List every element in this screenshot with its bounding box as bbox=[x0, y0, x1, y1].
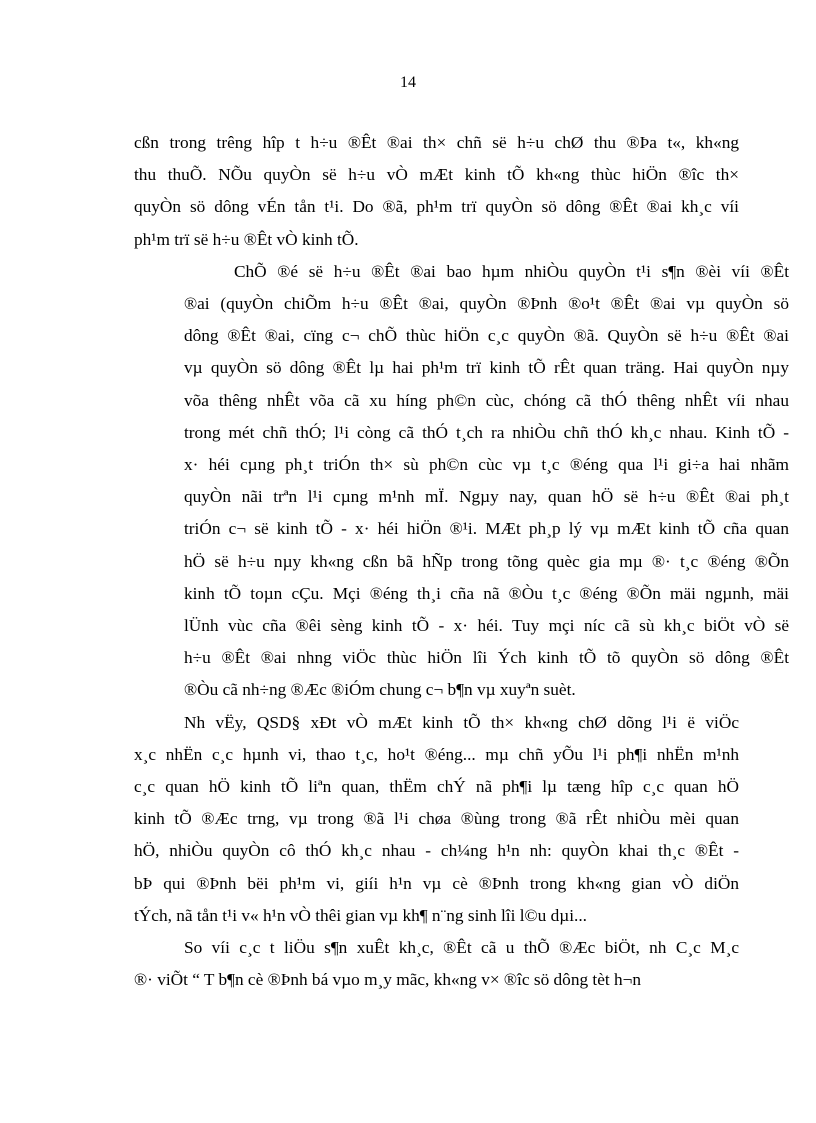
text-line: quyÒn sö dông vÉn tån t¹i. Do ®ã, ph¹m trï quyÒn sö dông ®Êt ®ai kh¸c víi bbox=[134, 197, 739, 217]
text-line: ®· viÕt “ T b¶n cè ®Þnh bá vµo m¸y mãc, kh«ng v× ®îc sö dông tèt h¬n bbox=[134, 970, 642, 990]
text-line: x¸c nhËn c¸c hµnh vi, thao t¸c, ho¹t ®éng... mµ chñ yÕu l¹i ph¶i nhËn m¹nh bbox=[134, 744, 739, 764]
text-line: kinh tÕ ®Æc trng, vµ trong ®ã l¹i chøa ®ùng trong ®ã rÊt nhiÒu mèi quan bbox=[134, 809, 739, 829]
text-line: So víi c¸c t liÖu s¶n xuÊt kh¸c, ®Êt cã u thÕ ®Æc biÖt, nh C¸c M¸c bbox=[184, 938, 739, 958]
text-line: thu thuÕ. NÕu quyÒn së h÷u vÒ mÆt kinh tÕ kh«ng thùc hiÖn ®îc th× bbox=[134, 165, 739, 185]
text-line: tÝch, nã tån t¹i v« h¹n vÒ thêi gian vµ kh¶ n¨ng sinh lîi l©u dµi... bbox=[134, 905, 587, 925]
text-line: lÜnh vùc cña ®êi sèng kinh tÕ - x· héi. Tuy mçi níc cã sù kh¸c biÖt vÒ së bbox=[184, 616, 789, 636]
text-line: dông ®Êt ®ai, cïng c¬ chÕ thùc hiÖn c¸c quyÒn ®ã. QuyÒn së h÷u ®Êt ®ai bbox=[184, 326, 789, 346]
paragraph-4 bbox=[134, 932, 739, 996]
text-line: bÞ qui ®Þnh bëi ph¹m vi, giíi h¹n vµ cè ®Þnh trong kh«ng gian vÒ diÖn bbox=[134, 873, 739, 893]
text-line: trong mét chñ thÓ; l¹i còng cã thÓ t¸ch ra nhiÒu chñ thÓ kh¸c nhau. Kinh tÕ - bbox=[184, 422, 789, 442]
text-line: võa thêng nhÊt võa cã xu híng ph©n cùc, chóng cã thÓ thêng nhÊt víi nhau bbox=[184, 390, 789, 410]
text-line: quyÒn nãi trªn l¹i cµng m¹nh mÏ. Ngµy nay, quan hÖ së h÷u ®Êt ®ai ph¸t bbox=[184, 487, 789, 507]
text-line: ®Òu cã nh÷ng ®Æc ®iÓm chung c¬ b¶n vµ xuyªn suèt. bbox=[184, 680, 576, 700]
paragraph-3 bbox=[134, 707, 739, 932]
page-number: 14 bbox=[400, 74, 416, 91]
text-line: ChÕ ®é së h÷u ®Êt ®ai bao hµm nhiÒu quyÒn t¹i s¶n ®èi víi ®Êt bbox=[234, 261, 789, 281]
text-line: c¸c quan hÖ kinh tÕ liªn quan, thËm chÝ nã ph¶i lµ tæng hîp c¸c quan hÖ bbox=[134, 777, 739, 797]
text-line: kinh tÕ toµn cÇu. Mçi ®éng th¸i cña nã ®Òu t¸c ®éng ®Õn mäi ngµnh, mäi bbox=[184, 583, 789, 603]
paragraph-1 bbox=[134, 127, 739, 256]
text-line: h÷u ®Êt ®ai nhng viÖc thùc hiÖn lîi Ých kinh tÕ tõ quyÒn sö dông ®Êt bbox=[184, 648, 789, 668]
paragraph-2 bbox=[134, 256, 789, 707]
text-line: cßn trong trêng hîp t h÷u ®Êt ®ai th× chñ së h÷u chØ thu ®Þa t«, kh«ng bbox=[134, 133, 739, 152]
text-line: hÖ, nhiÒu quyÒn cô thÓ kh¸c nhau - ch¼ng h¹n nh: quyÒn khai th¸c ®Êt - bbox=[134, 841, 739, 861]
text-line: triÓn c¬ së kinh tÕ - x· héi hiÖn ®¹i. MÆt ph¸p lý vµ mÆt kinh tÕ cña quan bbox=[184, 519, 789, 539]
text-line: vµ quyÒn sö dông ®Êt lµ hai ph¹m trï kinh tÕ rÊt quan träng. Hai quyÒn nµy bbox=[184, 358, 789, 378]
body-text bbox=[134, 127, 789, 996]
text-line: x· héi cµng ph¸t triÓn th× sù ph©n cùc vµ t¸c ®éng qua l¹i gi÷a hai nhãm bbox=[184, 455, 789, 475]
text-line: ph¹m trï së h÷u ®Êt vÒ kinh tÕ. bbox=[134, 229, 359, 249]
text-line: hÖ së h÷u nµy kh«ng cßn bã hÑp trong tõng quèc gia mµ ®· t¸c ®éng ®Õn bbox=[184, 551, 789, 571]
text-line: ®ai (quyÒn chiÕm h÷u ®Êt ®ai, quyÒn ®Þnh ®o¹t ®Êt ®ai vµ quyÒn sö bbox=[184, 294, 789, 314]
text-line: Nh vËy, QSD§ xÐt vÒ mÆt kinh tÕ th× kh«ng chØ dõng l¹i ë viÖc bbox=[184, 712, 739, 732]
